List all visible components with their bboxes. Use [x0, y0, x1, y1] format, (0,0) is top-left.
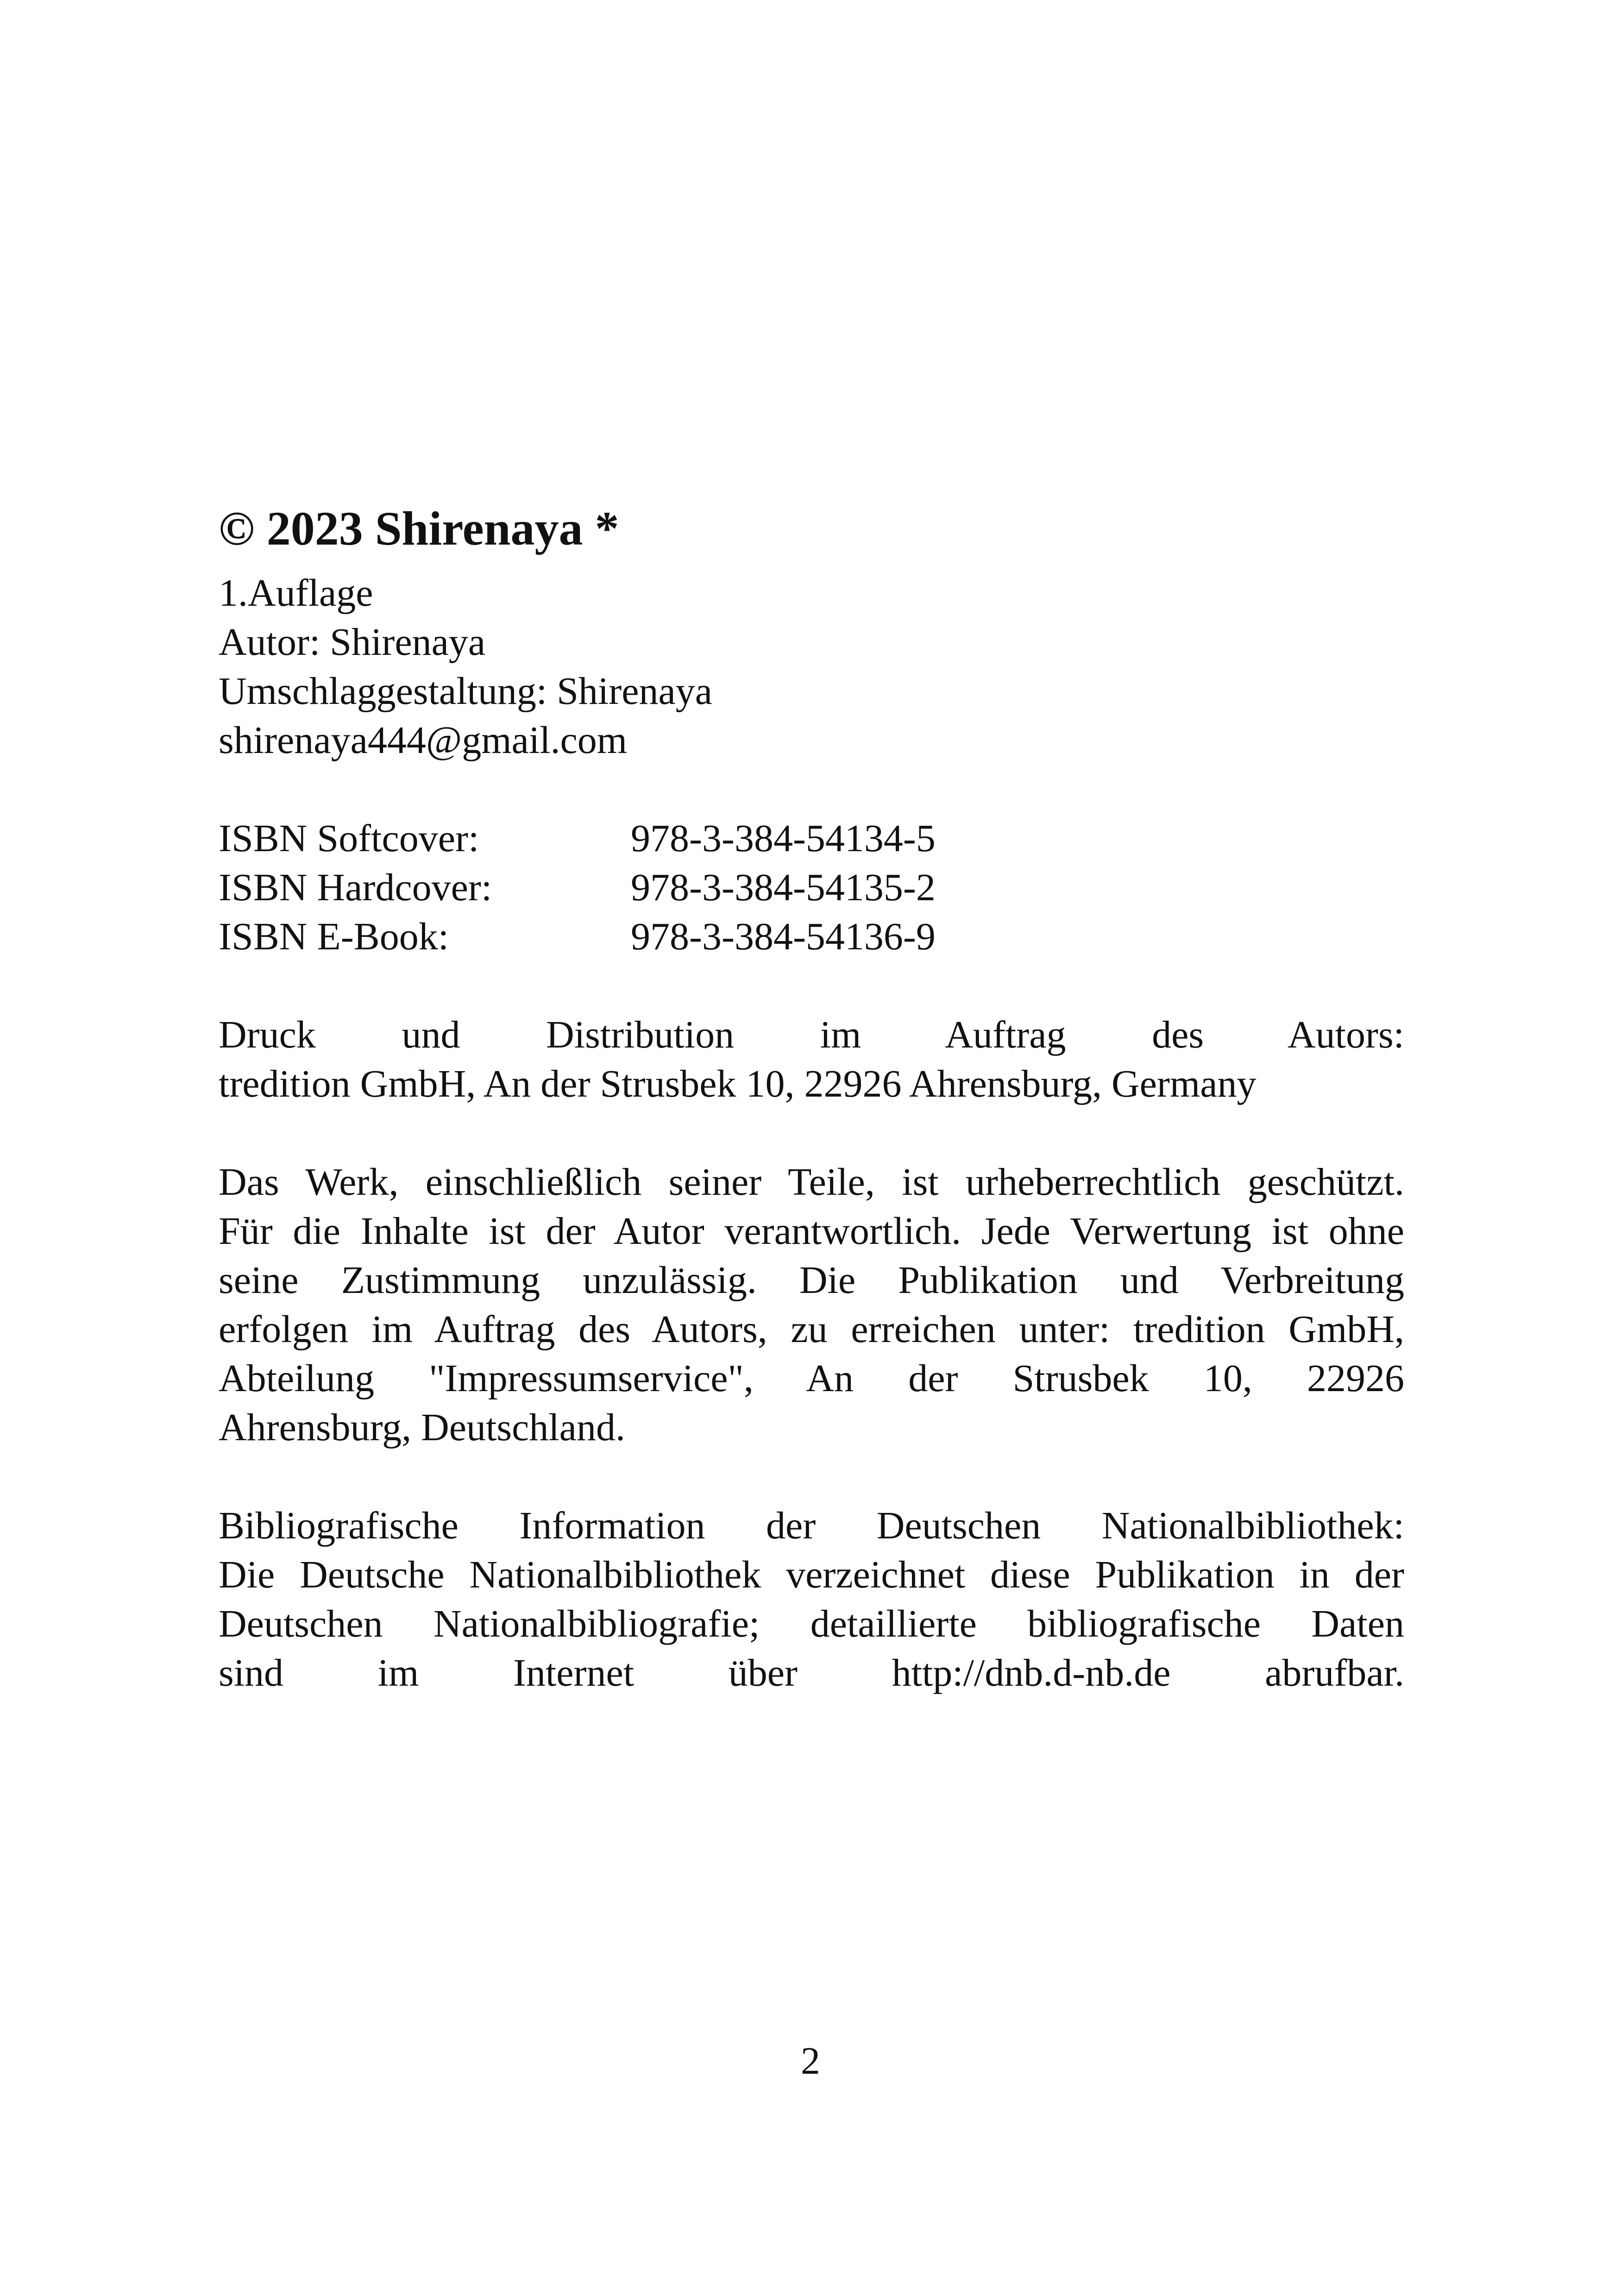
isbn-row	[219, 814, 1404, 863]
isbn-row	[219, 912, 1404, 961]
isbn-label: ISBN E-Book:	[219, 915, 449, 958]
notice-line: Das Werk, einschließlich seiner Teile, ist urheberrechtlich geschützt.	[219, 1161, 1404, 1204]
bibliographic-line: sind im Internet über http://dnb.d-nb.de abrufbar.	[219, 1651, 1404, 1694]
imprint-content	[219, 500, 1404, 1698]
notice-line: Für die Inhalte ist der Autor verantwortlich. Jede Verwertung ist ohne	[219, 1210, 1404, 1253]
spacer	[219, 765, 1404, 814]
isbn-value: 978-3-384-54134-5	[631, 817, 936, 860]
notice-line: erfolgen im Auftrag des Autors, zu erreichen unter: tredition GmbH,	[219, 1308, 1404, 1351]
copyright-title: © 2023 Shirenaya *	[219, 502, 619, 555]
email-line: shirenaya444@gmail.com	[219, 719, 628, 762]
cover-design-line: Umschlaggestaltung: Shirenaya	[219, 670, 713, 713]
isbn-row	[219, 863, 1404, 912]
page-number: 2	[801, 2039, 820, 2083]
printing-line: Druck und Distribution im Auftrag des Autors:	[219, 1013, 1404, 1056]
isbn-label: ISBN Softcover:	[219, 817, 479, 860]
spacer	[219, 1452, 1404, 1501]
isbn-block	[219, 814, 1404, 961]
spacer	[219, 961, 1404, 1010]
spacer	[219, 1109, 1404, 1158]
notice-line: Abteilung "Impressumservice", An der Strusbek 10, 22926	[219, 1357, 1404, 1400]
bibliographic-line: Bibliografische Information der Deutschen Nationalbibliothek:	[219, 1504, 1404, 1547]
isbn-label: ISBN Hardcover:	[219, 866, 492, 909]
copyright-notice	[219, 1158, 1404, 1452]
credits-block	[219, 569, 1404, 765]
isbn-value: 978-3-384-54136-9	[631, 915, 936, 958]
notice-line: seine Zustimmung unzulässig. Die Publikation und Verbreitung	[219, 1259, 1404, 1302]
bibliographic-info	[219, 1501, 1404, 1698]
edition-line: 1.Auflage	[219, 571, 373, 615]
bibliographic-line: Deutschen Nationalbibliografie; detaillierte bibliografische Daten	[219, 1602, 1404, 1645]
isbn-value: 978-3-384-54135-2	[631, 866, 936, 909]
author-line: Autor: Shirenaya	[219, 621, 486, 664]
bibliographic-line: Die Deutsche Nationalbibliothek verzeichnet diese Publikation in der	[219, 1553, 1404, 1596]
printing-block	[219, 1010, 1404, 1109]
notice-line: Ahrensburg, Deutschland.	[219, 1406, 625, 1449]
printing-address-line: tredition GmbH, An der Strusbek 10, 22926 Ahrensburg, Germany	[219, 1062, 1257, 1105]
